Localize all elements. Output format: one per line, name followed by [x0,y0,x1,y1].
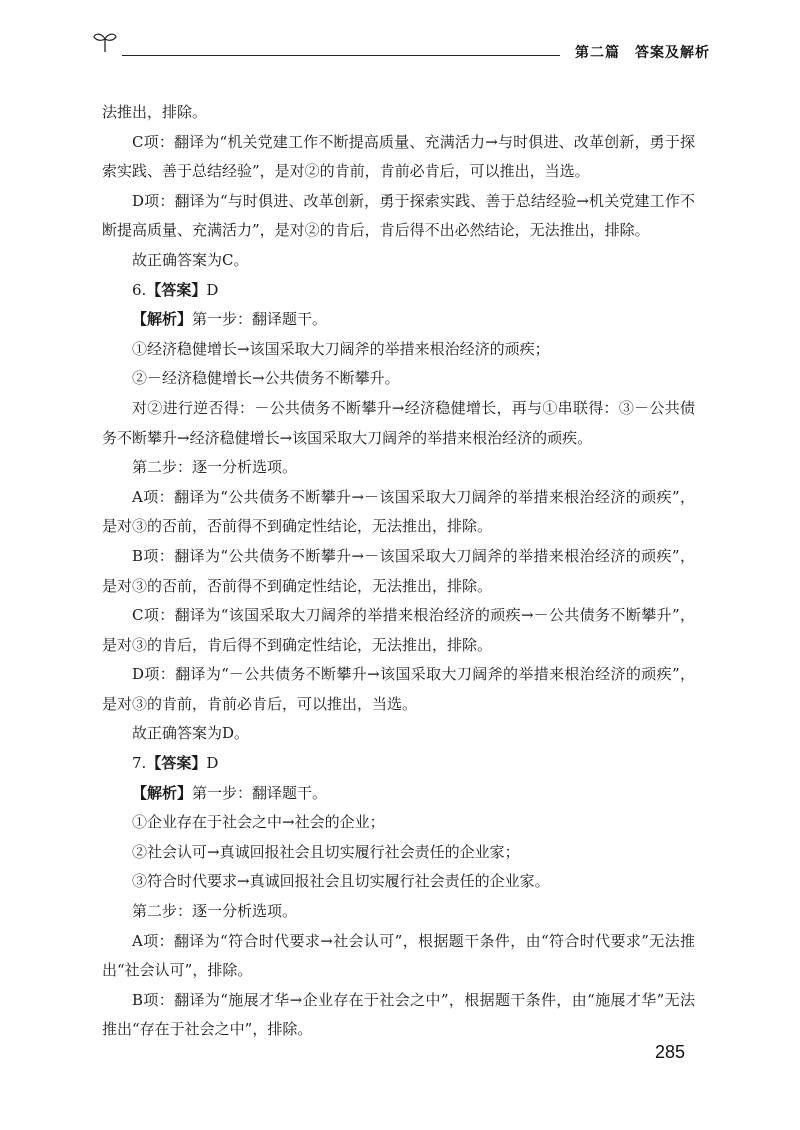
paragraph [102,276,695,306]
paragraph [102,305,695,335]
paragraph-text: 故正确答案为C。 [132,250,249,269]
paragraph-text: D [206,280,219,299]
paragraph [102,897,695,927]
paragraph-text: ①经济稳健增长→该国采取大刀阔斧的举措来根治经济的顽疾； [132,339,550,358]
paragraph-text: D项：翻译为“与时俱进、改革创新，勇于探索实践、善于总结经验→机关党建工作不断提高质量、充满活力”，是对②的肯后，肯后得不出必然结论，无法推出，排除。 [102,191,695,240]
paragraph-text: ②－经济稳健增长→公共债务不断攀升。 [132,369,400,388]
paragraph [102,98,695,128]
paragraph [102,808,695,838]
paragraph-text: A项：翻译为“符合时代要求→社会认可”，根据题干条件，由“符合时代要求”无法推出“社会认可”，排除。 [102,931,695,980]
paragraph-text: C项：翻译为“机关党建工作不断提高质量、充满活力→与时俱进、改革创新，勇于探索实践、善于总结经验”，是对②的肯前，肯前必肯后，可以推出，当选。 [102,132,695,181]
paragraph [102,779,695,809]
chapter-title: 第二篇 答案及解析 [575,45,710,61]
paragraph [102,986,695,1045]
page-number: 285 [655,1042,686,1062]
paragraph-text: ②社会认可→真诚回报社会且切实履行社会责任的企业家； [132,842,520,861]
paragraph [102,719,695,749]
section-label: 【答案】 [146,280,207,299]
paragraph [102,867,695,897]
sprout-icon [92,28,118,58]
paragraph [102,749,695,779]
paragraph [102,187,695,246]
paragraph-text: D项：翻译为“－公共债务不断攀升→该国采取大刀阔斧的举措来根治经济的顽疾”，是对③的肯前，肯前必肯后，可以推出，当选。 [102,665,695,713]
header-rule [122,55,560,56]
paragraph [102,364,695,394]
section-label: 【答案】 [146,754,207,773]
paragraph [102,601,695,660]
running-header [90,24,710,64]
paragraph [102,542,695,601]
paragraph [102,128,695,187]
paragraph [102,838,695,868]
paragraph-text: B项：翻译为“公共债务不断攀升→－该国采取大刀阔斧的举措来根治经济的顽疾”，是对③的否前，否前得不到确定性结论，无法推出，排除。 [102,546,695,595]
paragraph [102,453,695,483]
question-number: 7. [132,754,147,773]
paragraph-text: 第一步：翻译题干。 [192,310,328,329]
paragraph-text: 故正确答案为D。 [132,724,250,743]
paragraph-text: B项：翻译为“施展才华→企业存在于社会之中”，根据题干条件，由“施展才华”无法推出“存在于社会之中”，排除。 [102,990,695,1039]
paragraph-text: D [206,754,219,773]
section-label: 【解析】 [132,783,193,802]
paragraph-text: A项：翻译为“公共债务不断攀升→－该国采取大刀阔斧的举措来根治经济的顽疾”，是对③的否前，否前得不到确定性结论，无法推出，排除。 [102,487,695,536]
paragraph [102,927,695,986]
question-number: 6. [132,280,147,299]
answer-explanation-body [102,98,695,1045]
paragraph-text: C项：翻译为“该国采取大刀阔斧的举措来根治经济的顽疾→－公共债务不断攀升”，是对③的肯后，肯后得不到确定性结论，无法推出，排除。 [102,606,695,654]
paragraph [102,246,695,276]
paragraph-text: 法推出，排除。 [102,103,208,121]
section-label: 【解析】 [132,310,193,329]
paragraph [102,394,695,453]
paragraph [102,660,695,719]
paragraph [102,483,695,542]
paragraph-text: 第二步：逐一分析选项。 [132,902,298,921]
paragraph-text: 第一步：翻译题干。 [192,783,328,802]
paragraph [102,335,695,365]
paragraph-text: 第二步：逐一分析选项。 [132,458,298,477]
paragraph-text: 对②进行逆否得：－公共债务不断攀升→经济稳健增长，再与①串联得：③－公共债务不断攀升→经济稳健增长→该国采取大刀阔斧的举措来根治经济的顽疾。 [102,398,695,447]
paragraph-text: ③符合时代要求→真诚回报社会且切实履行社会责任的企业家。 [132,872,550,891]
paragraph-text: ①企业存在于社会之中→社会的企业； [132,813,385,832]
